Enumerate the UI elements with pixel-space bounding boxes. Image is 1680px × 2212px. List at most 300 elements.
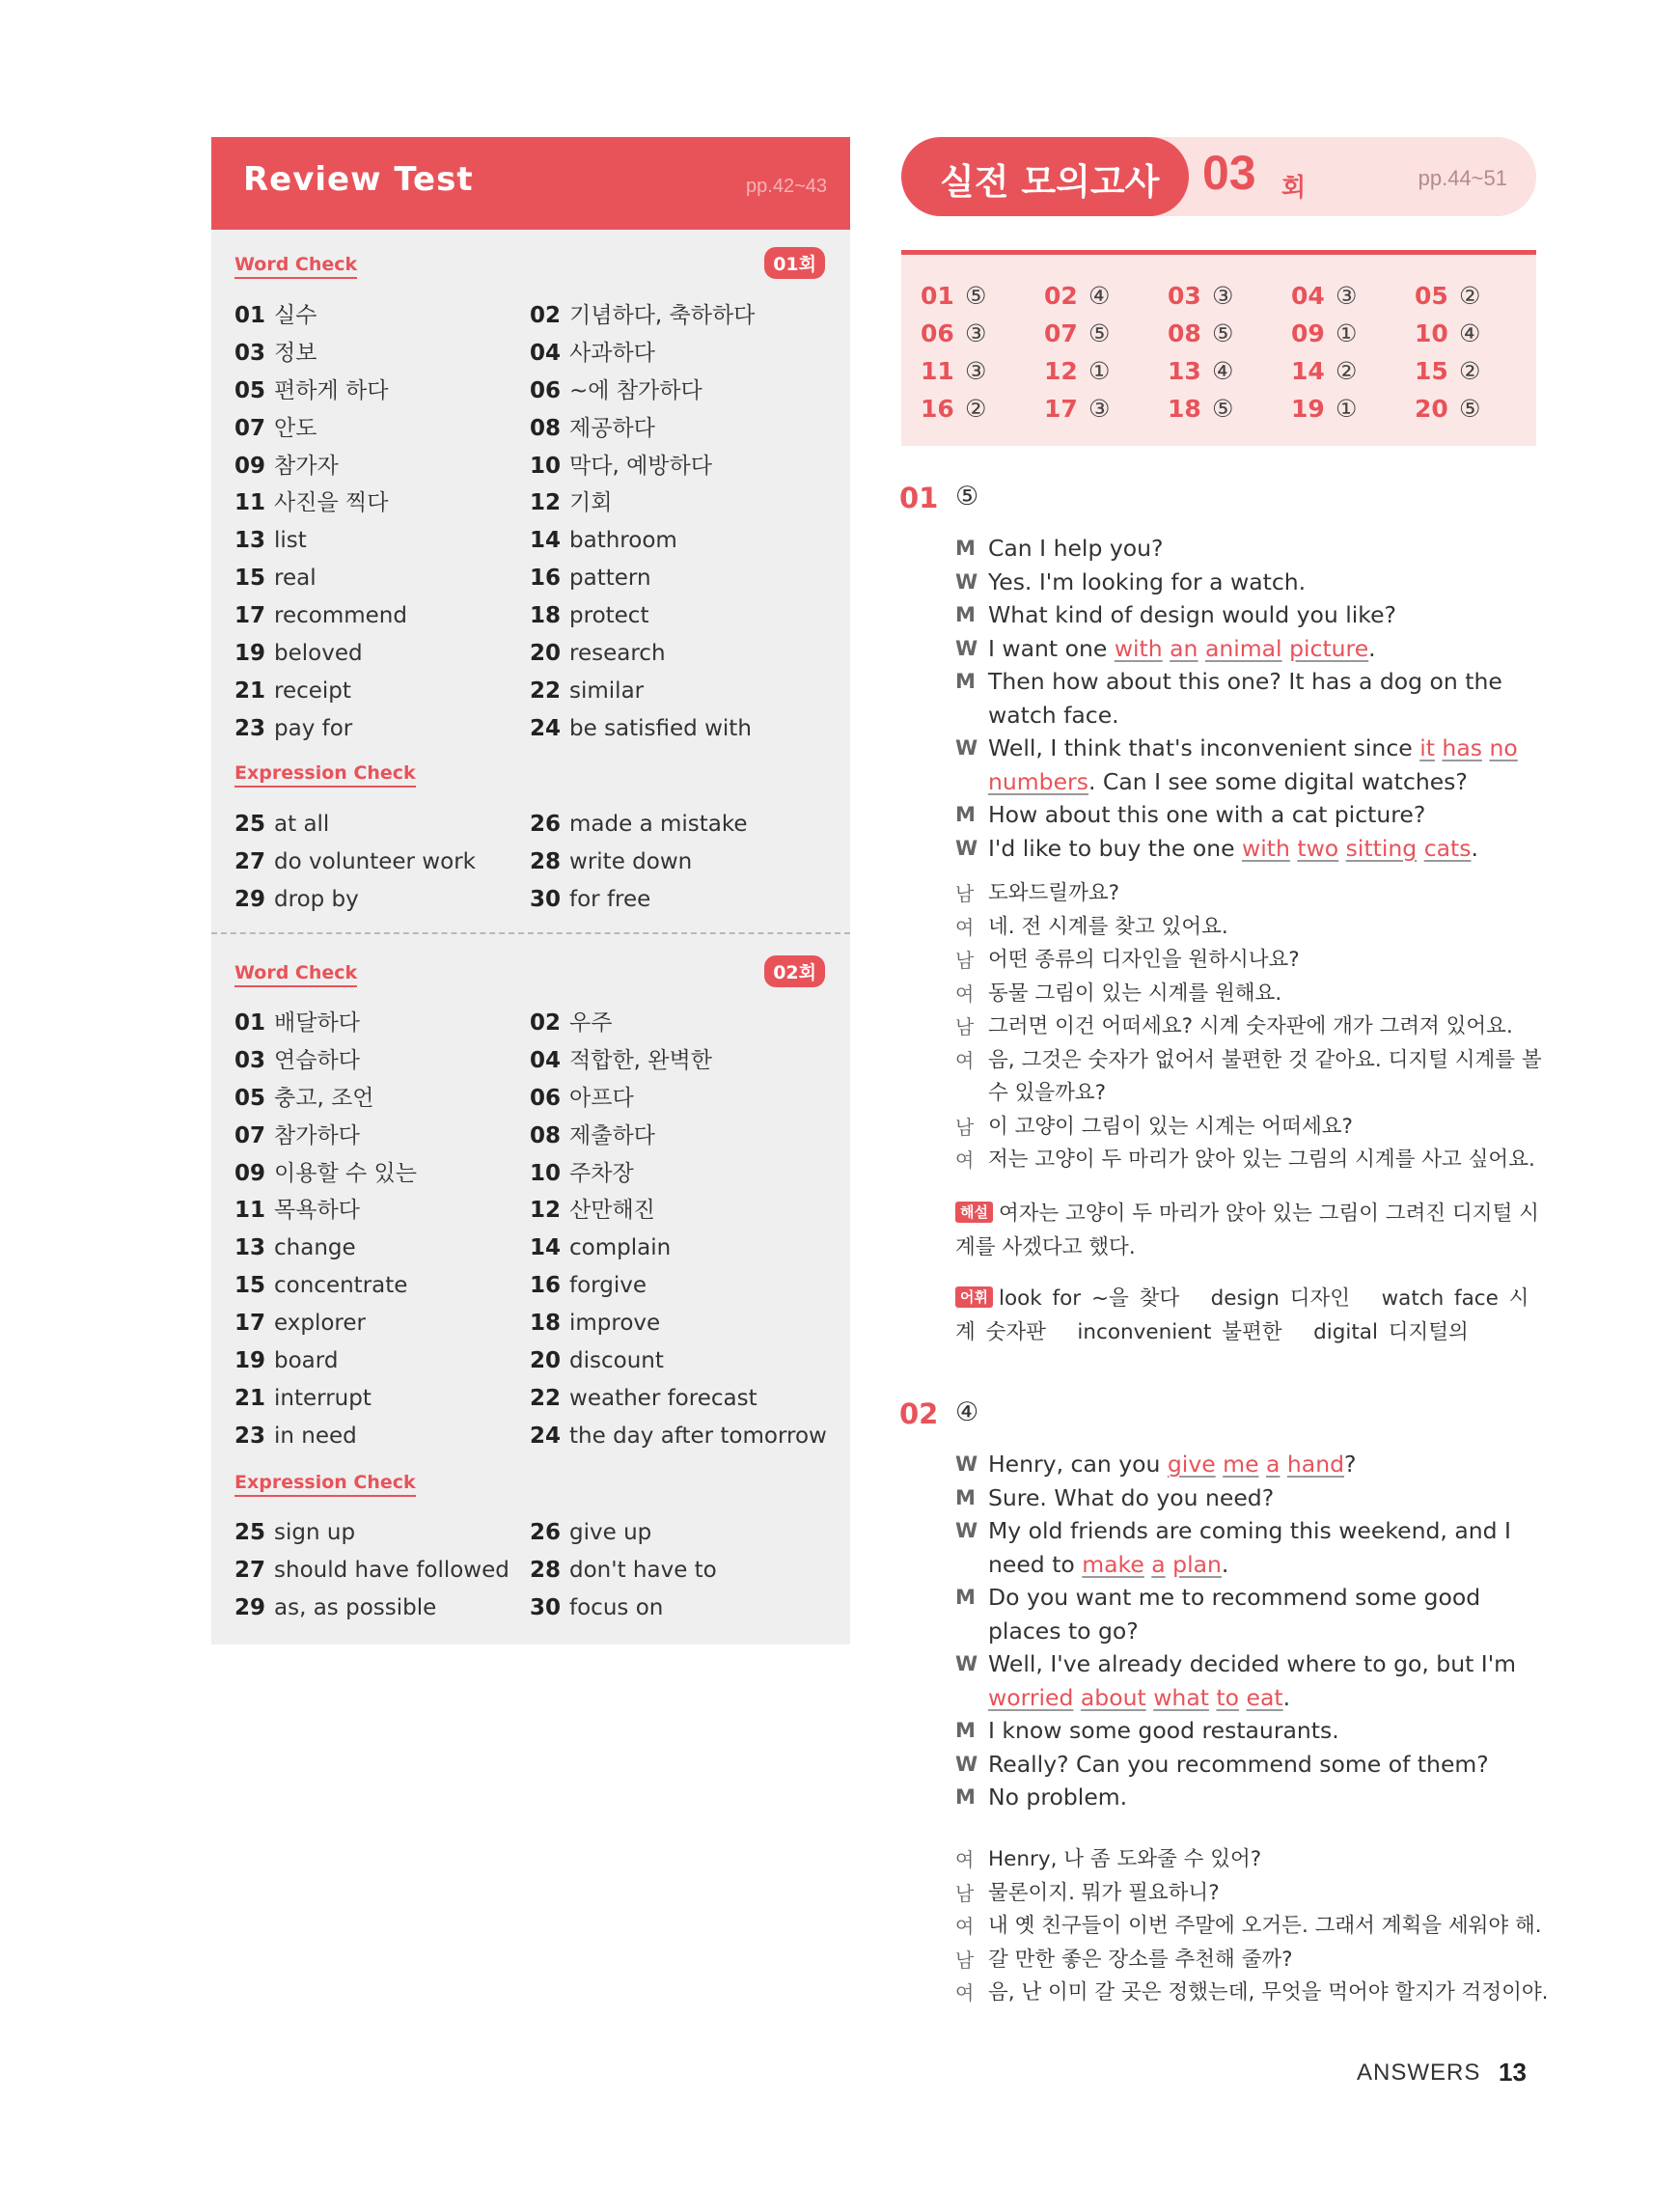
item-text: beloved (274, 641, 363, 667)
mock-test-pages: pp.44~51 (1418, 166, 1507, 190)
item-text: 적합한, 완벽한 (569, 1047, 712, 1073)
dialogue-line (955, 566, 1554, 599)
item-number: 07 (234, 1122, 266, 1148)
answer-number: 19 (1291, 395, 1325, 423)
word-item (530, 1230, 833, 1267)
item-number: 23 (234, 715, 266, 741)
answer-row (921, 282, 1538, 310)
item-text: 정보 (274, 340, 317, 366)
item-text: bathroom (569, 528, 677, 554)
word-row (234, 1005, 833, 1042)
blank-answer: make (1082, 1550, 1144, 1578)
answer-item (1044, 357, 1168, 385)
answer-item (921, 395, 1044, 423)
word-row (234, 1342, 833, 1380)
word-item (234, 597, 530, 635)
answer-number: 14 (1291, 357, 1325, 385)
blank-answer: plan (1172, 1550, 1222, 1578)
item-text: 안도 (274, 415, 317, 441)
blank-answer: worried (988, 1683, 1074, 1711)
item-text: complain (569, 1235, 672, 1261)
word-item (234, 410, 530, 448)
vocab-text: look for ~을 찾다 design 디자인 watch face 시계 숫자판 inconvenient 불편한 digital 디지털의 (955, 1286, 1529, 1344)
dialogue-script (955, 532, 1554, 865)
vocabulary (955, 1282, 1544, 1349)
translation-text: 이 고양이 그림이 있는 시계는 어떠세요? (988, 1114, 1353, 1139)
item-number: 15 (234, 1273, 266, 1299)
item-number: 02 (530, 303, 562, 328)
item-number: 21 (234, 1385, 266, 1411)
item-text: 사과하다 (569, 340, 655, 366)
word-row (234, 1155, 833, 1193)
item-text: forgive (569, 1273, 647, 1299)
item-number: 30 (530, 1594, 562, 1620)
answer-number: 12 (1044, 357, 1078, 385)
item-text: 제공하다 (569, 415, 655, 441)
speaker-label: W (955, 1752, 978, 1776)
answer-item (921, 282, 1044, 310)
word-row (234, 1080, 833, 1118)
word-item (530, 1552, 833, 1590)
answer-number: 05 (1415, 282, 1448, 310)
answer-number: 15 (1415, 357, 1448, 385)
speaker-label: 남 (955, 1881, 975, 1905)
item-number: 17 (234, 603, 266, 629)
speaker-label: 여 (955, 1981, 975, 2005)
word-row (234, 673, 833, 710)
item-text: explorer (274, 1311, 366, 1337)
item-text: sign up (274, 1520, 356, 1545)
word-row (234, 1514, 833, 1552)
item-text: don't have to (569, 1557, 717, 1583)
dialogue-text: How about this one with a cat picture? (988, 801, 1426, 828)
item-text: 제출하다 (569, 1122, 655, 1148)
answer-number: 06 (921, 319, 954, 347)
translation-text: 음, 그것은 숫자가 없어서 불편한 것 같아요. 디지털 시계를 볼 수 있을까요? (988, 1047, 1542, 1105)
dialogue-line (955, 1514, 1554, 1581)
answer-item (1291, 282, 1415, 310)
item-text: 목욕하다 (274, 1198, 360, 1224)
blank-answer: to (1216, 1683, 1240, 1711)
item-text: receipt (274, 677, 351, 704)
word-item (530, 806, 833, 843)
expression-check-label: Expression Check (234, 1472, 416, 1497)
word-item (234, 1418, 530, 1455)
dialogue-line (955, 1481, 1554, 1515)
item-number: 29 (234, 886, 266, 912)
word-row (234, 522, 833, 560)
word-item (234, 843, 530, 881)
word-check-list (234, 297, 833, 748)
speaker-label: W (955, 1452, 978, 1476)
blank-answer: a (1151, 1550, 1166, 1578)
answer-number: 17 (1044, 395, 1078, 423)
item-text: 아프다 (569, 1085, 634, 1111)
answer-item (1291, 357, 1415, 385)
speaker-label: 여 (955, 1848, 975, 1871)
answer-item (1168, 357, 1291, 385)
item-number: 11 (234, 490, 266, 516)
item-number: 01 (234, 303, 266, 328)
blank-answer: about (1080, 1683, 1146, 1711)
item-text: pattern (569, 566, 651, 592)
item-text: in need (274, 1423, 357, 1449)
item-number: 26 (530, 1520, 562, 1545)
question-answer: ④ (955, 1397, 979, 1427)
answer-row (921, 357, 1538, 385)
answer-choice: ③ (965, 319, 987, 347)
item-number: 03 (234, 1047, 266, 1073)
dialogue-text: Henry, can you give me a hand? (988, 1451, 1357, 1478)
answer-item (921, 357, 1044, 385)
translation-text: 음, 난 이미 갈 곳은 정했는데, 무엇을 먹어야 할지가 걱정이야. (988, 1980, 1549, 2005)
item-text: should have followed (274, 1557, 510, 1583)
item-number: 18 (530, 1311, 562, 1337)
item-number: 29 (234, 1594, 266, 1620)
item-number: 05 (234, 1085, 266, 1111)
blank-answer: has (1442, 734, 1482, 761)
answer-choice: ③ (1212, 282, 1234, 310)
speaker-label: M (955, 603, 976, 626)
item-number: 14 (530, 528, 562, 554)
review-test-pages: pp.42~43 (746, 176, 827, 197)
item-number: 28 (530, 1557, 562, 1583)
answer-item (1168, 282, 1291, 310)
item-number: 18 (530, 603, 562, 629)
answer-item (1291, 319, 1415, 347)
explanation-text: 여자는 고양이 두 마리가 앉아 있는 그림이 그려진 디지털 시계를 사겠다고 했다. (955, 1202, 1539, 1259)
item-number: 16 (530, 566, 562, 592)
word-item (530, 484, 833, 522)
item-text: pay for (274, 715, 353, 741)
mock-test-title-pill (901, 137, 1189, 216)
item-number: 24 (530, 1423, 562, 1449)
word-row (234, 1305, 833, 1342)
item-number: 24 (530, 715, 562, 741)
word-item (530, 1118, 833, 1155)
item-text: protect (569, 603, 649, 629)
speaker-label: 남 (955, 882, 975, 905)
word-item (234, 881, 530, 919)
answer-choice: ① (1336, 395, 1358, 423)
blank-answer: it (1419, 734, 1435, 761)
korean-translation (955, 877, 1554, 1177)
word-item (234, 484, 530, 522)
answer-choice: ⑤ (1088, 319, 1111, 347)
answer-number: 04 (1291, 282, 1325, 310)
blank-answer: eat (1246, 1683, 1283, 1711)
answer-row (921, 319, 1538, 347)
translation-text: 네. 전 시계를 찾고 있어요. (988, 914, 1228, 939)
word-row (234, 597, 833, 635)
dialogue-text: Sure. What do you need? (988, 1483, 1275, 1511)
blank-answer: numbers (988, 767, 1088, 795)
item-number: 10 (530, 453, 562, 479)
item-number: 14 (530, 1235, 562, 1261)
word-row (234, 297, 833, 335)
translation-text: 그러면 이건 어떠세요? 시계 숫자판에 개가 그려져 있어요. (988, 1014, 1513, 1038)
word-item (530, 335, 833, 373)
item-text: 연습하다 (274, 1047, 360, 1073)
answer-item (1168, 319, 1291, 347)
speaker-label: M (955, 1785, 976, 1809)
translation-text: 내 옛 친구들이 이번 주말에 오거든. 그래서 계획을 세워야 해. (988, 1914, 1542, 1938)
dialogue-line (955, 1581, 1554, 1647)
word-item (234, 1305, 530, 1342)
answer-choice: ③ (965, 357, 987, 385)
blank-answer: an (1170, 634, 1198, 662)
item-text: 참가자 (274, 453, 339, 479)
item-text: ~에 참가하다 (569, 377, 702, 403)
item-number: 17 (234, 1311, 266, 1337)
speaker-label: W (955, 569, 978, 594)
item-number: 02 (530, 1010, 562, 1036)
item-text: give up (569, 1520, 652, 1545)
item-text: 기념하다, 축하하다 (569, 303, 756, 328)
word-item (530, 373, 833, 410)
expression-check-label: Expression Check (234, 762, 416, 788)
speaker-label: M (955, 537, 976, 560)
word-row (234, 1590, 833, 1627)
speaker-label: 여 (955, 1915, 975, 1938)
dialogue-text: Can I help you? (988, 535, 1164, 562)
item-number: 20 (530, 641, 562, 667)
dialogue-line (955, 598, 1554, 632)
answer-item (1044, 395, 1168, 423)
item-number: 12 (530, 490, 562, 516)
dialogue-text: Then how about this one? It has a dog on the watch face. (988, 668, 1502, 729)
item-number: 22 (530, 677, 562, 704)
answer-choice: ② (1459, 357, 1481, 385)
dialogue-text: I'd like to buy the one with two sitting cats. (988, 834, 1478, 862)
word-row (234, 560, 833, 597)
item-text: made a mistake (569, 812, 748, 837)
page-number: 13 (1499, 2058, 1527, 2087)
expression-check-list (234, 806, 833, 919)
dialogue-line (955, 1448, 1554, 1481)
answer-number: 02 (1044, 282, 1078, 310)
dialogue-text: I know some good restaurants. (988, 1717, 1339, 1744)
word-item (530, 1005, 833, 1042)
korean-translation (955, 1843, 1554, 2010)
translation-text: 어떤 종류의 디자인을 원하시나요? (988, 948, 1300, 972)
item-text: 기회 (569, 490, 613, 516)
word-row (234, 335, 833, 373)
word-row (234, 1552, 833, 1590)
review-test-panel (211, 137, 850, 1645)
word-row (234, 1192, 833, 1230)
blank-answer: no (1489, 734, 1518, 761)
item-number: 01 (234, 1010, 266, 1036)
item-number: 30 (530, 886, 562, 912)
dialogue-line (955, 798, 1554, 832)
word-item (530, 1380, 833, 1418)
answer-item (1415, 357, 1538, 385)
item-text: real (274, 566, 317, 592)
item-number: 15 (234, 566, 266, 592)
word-item (530, 560, 833, 597)
blank-answer: with (1242, 834, 1290, 862)
item-text: 우주 (569, 1010, 613, 1036)
word-row (234, 1267, 833, 1305)
answer-key-box (901, 250, 1536, 446)
word-item (234, 373, 530, 410)
item-number: 13 (234, 1235, 266, 1261)
answer-choice: ⑤ (1212, 319, 1234, 347)
word-row (234, 843, 833, 881)
item-number: 22 (530, 1385, 562, 1411)
dialogue-line (955, 632, 1554, 666)
dialogue-text: Well, I think that's inconvenient since it has no numbers. Can I see some digital watches? (988, 734, 1518, 795)
mock-test-title: 실전 모의고사 (940, 161, 1160, 203)
item-number: 25 (234, 1520, 266, 1545)
section-divider (211, 932, 850, 934)
translation-line (955, 1111, 1554, 1145)
speaker-label: M (955, 1485, 976, 1509)
answer-choice: ⑤ (1459, 395, 1481, 423)
answer-choice: ② (1336, 357, 1358, 385)
item-text: concentrate (274, 1273, 408, 1299)
word-item (530, 1590, 833, 1627)
dialogue-line (955, 1714, 1554, 1748)
word-item (234, 1514, 530, 1552)
word-item (530, 522, 833, 560)
word-check-list (234, 1005, 833, 1455)
word-item (234, 1005, 530, 1042)
dialogue-text: Well, I've already decided where to go, but I'm worried about what to eat. (988, 1650, 1517, 1711)
answer-choice: ② (965, 395, 987, 423)
item-number: 20 (530, 1348, 562, 1374)
translation-line (955, 877, 1554, 911)
word-check-label: Word Check (234, 962, 357, 987)
word-item (234, 1380, 530, 1418)
review-test-header (211, 137, 850, 230)
item-number: 09 (234, 453, 266, 479)
dialogue-text: My old friends are coming this weekend, and I need to make a plan. (988, 1517, 1511, 1578)
word-row (234, 484, 833, 522)
word-item (530, 1155, 833, 1193)
blank-answer: me (1223, 1451, 1259, 1478)
answer-choice: ③ (1336, 282, 1358, 310)
word-item (234, 448, 530, 485)
answer-number: 08 (1168, 319, 1201, 347)
translation-line (955, 1977, 1554, 2010)
item-number: 23 (234, 1423, 266, 1449)
item-text: write down (569, 848, 693, 874)
translation-text: 갈 만한 좋은 장소를 추천해 줄까? (988, 1947, 1293, 1972)
item-number: 08 (530, 1122, 562, 1148)
word-item (234, 673, 530, 710)
item-text: for free (569, 886, 651, 912)
footer-label: ANSWERS (1357, 2060, 1481, 2086)
dialogue-text: What kind of design would you like? (988, 601, 1396, 628)
dialogue-text: Do you want me to recommend some good places to go? (988, 1584, 1481, 1645)
blank-answer: picture (1289, 634, 1369, 662)
explanation-tag: 해설 (955, 1202, 993, 1223)
translation-line (955, 1877, 1554, 1911)
word-item (234, 560, 530, 597)
answer-number: 13 (1168, 357, 1201, 385)
item-text: change (274, 1235, 356, 1261)
translation-line (955, 1010, 1554, 1044)
question-number: 02 (899, 1397, 939, 1430)
expression-check-list (234, 1514, 833, 1627)
word-row (234, 1230, 833, 1267)
dialogue-line (955, 832, 1554, 866)
answer-number: 18 (1168, 395, 1201, 423)
answer-number: 09 (1291, 319, 1325, 347)
item-number: 19 (234, 641, 266, 667)
word-item (234, 806, 530, 843)
vocab-tag: 어휘 (955, 1286, 993, 1308)
answer-choice: ② (1459, 282, 1481, 310)
answer-item (1044, 282, 1168, 310)
item-text: research (569, 641, 666, 667)
item-text: at all (274, 812, 330, 837)
answer-row (921, 395, 1538, 423)
answer-choice: ⑤ (1212, 395, 1234, 423)
speaker-label: 남 (955, 1015, 975, 1038)
word-row (234, 635, 833, 673)
dialogue-text: Really? Can you recommend some of them? (988, 1750, 1489, 1778)
item-number: 25 (234, 812, 266, 837)
mock-test-suffix: 회 (1281, 174, 1307, 203)
item-number: 07 (234, 415, 266, 441)
blank-answer: two (1297, 834, 1339, 862)
answer-item (1291, 395, 1415, 423)
item-text: the day after tomorrow (569, 1423, 827, 1449)
item-text: interrupt (274, 1385, 372, 1411)
speaker-label: 남 (955, 949, 975, 972)
answer-choice: ④ (1459, 319, 1481, 347)
item-text: discount (569, 1348, 664, 1374)
item-text: 주차장 (569, 1160, 634, 1186)
answer-item (1415, 319, 1538, 347)
item-text: 이용할 수 있는 (274, 1160, 417, 1186)
item-number: 26 (530, 812, 562, 837)
word-row (234, 410, 833, 448)
item-number: 28 (530, 848, 562, 874)
word-row (234, 806, 833, 843)
item-number: 27 (234, 1557, 266, 1583)
word-item (234, 635, 530, 673)
dialogue-line (955, 1748, 1554, 1782)
word-item (234, 1267, 530, 1305)
word-item (530, 673, 833, 710)
answer-choice: ① (1088, 357, 1111, 385)
word-item (234, 1080, 530, 1118)
item-number: 06 (530, 377, 562, 403)
dialogue-text: I want one with an animal picture. (988, 634, 1376, 662)
item-number: 06 (530, 1085, 562, 1111)
word-item (530, 635, 833, 673)
word-item (530, 1418, 833, 1455)
speaker-label: 남 (955, 1948, 975, 1972)
word-item (530, 881, 833, 919)
answer-item (1168, 395, 1291, 423)
item-text: weather forecast (569, 1385, 757, 1411)
word-item (234, 297, 530, 335)
item-text: 충고, 조언 (274, 1085, 374, 1111)
translation-line (955, 1944, 1554, 1977)
speaker-label: W (955, 736, 978, 760)
word-item (530, 597, 833, 635)
translation-line (955, 978, 1554, 1011)
answer-choice: ③ (1088, 395, 1111, 423)
answer-choice: ④ (1212, 357, 1234, 385)
item-text: board (274, 1348, 339, 1374)
word-item (234, 1118, 530, 1155)
